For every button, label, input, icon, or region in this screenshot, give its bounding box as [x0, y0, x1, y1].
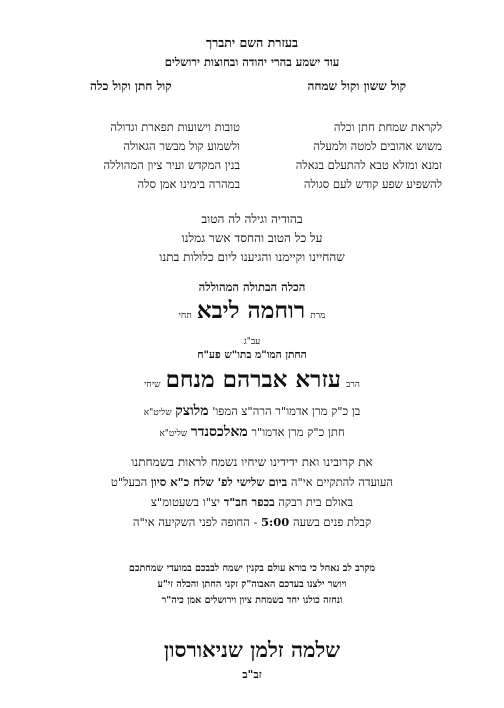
groom-title: החתן המו"מ בתו"ש פע"ח — [197, 349, 307, 361]
invitation-line — [0, 515, 504, 529]
groom-ligature: עב"ג — [243, 337, 261, 347]
lineage-suffix: שליט"א — [143, 408, 172, 418]
groom-name-line — [0, 365, 504, 395]
right-poem-column — [296, 118, 442, 194]
poem-line: ולשמוע קול מבשר הגאולה — [123, 139, 240, 153]
thanks-line: בהודיה וגילה לה הטוב — [201, 212, 303, 226]
bride-suffix: תחי — [178, 311, 192, 321]
lineage-name: מלוצק — [175, 403, 209, 419]
bride-name-line — [0, 296, 504, 326]
venue-location: בכפר חב"ד — [223, 495, 275, 509]
bride-title: הכלה הבתולה המהוללה — [198, 280, 306, 294]
signature-suffix: זב"ב — [242, 668, 262, 681]
lineage-name: מאלכסנדר — [190, 424, 248, 440]
bride-name: רוחמה ליבא — [196, 297, 306, 324]
right-column-title: קול ששון וקול שמחה — [307, 79, 406, 93]
left-column-title: קול חתן וקול כלה — [90, 79, 172, 93]
poem-line: במהרה בימינו אמן סלה — [137, 177, 240, 191]
lineage-suffix: שליט"א — [159, 429, 188, 439]
reception-pre: קבלת פנים בשעה — [292, 515, 372, 529]
reception-suffix: - החופה לפני השקיעה אי"ה — [132, 515, 258, 529]
reception-time: 5:00 — [261, 515, 290, 529]
closing-line: ונחזה כולנו יחד בשמחת ציון וירושלים אמן כיה"ר — [161, 595, 343, 606]
left-poem-column — [40, 118, 240, 194]
bride-prefix: מרת — [310, 311, 326, 321]
thanks-line: על כל הטוב והחסד אשר גמלנו — [181, 231, 323, 245]
venue-suffix: יצ"ו בשעטומ"צ — [150, 495, 221, 509]
poem-line: טובות וישועות תפארת וגדולה — [110, 120, 240, 134]
groom-lineage-1 — [0, 403, 504, 420]
lineage-pre: בן כ"ק מרן אדמו"ר הרה"צ המפו' — [212, 404, 361, 418]
groom-suffix: שיחי — [144, 380, 161, 390]
invitation-line — [0, 495, 504, 509]
poem-line: להשפיע שפע קודש לעם סגולה — [303, 177, 442, 191]
invitation-suffix: הבעל"ט — [110, 475, 148, 489]
event-date: ביום שלישי לפ' שלח כ"א סיון — [150, 475, 288, 489]
verse-header: עוד ישמע בהרי יהודה ובחוצות ירושלים — [164, 55, 340, 69]
thanks-line: שהחיינו וקיימנו והגיענו ליום כלולות בתנו — [159, 250, 345, 264]
poem-line: לקראת שמחת חתן וכלה — [333, 120, 442, 134]
closing-line: מקרב לב נאחל כי בורא עולם בקנין ישמח לבבכם במועדי שמחתכם — [128, 563, 376, 574]
groom-lineage-2 — [0, 424, 504, 441]
poem-line: בנין המקדש ועיר ציון המהוללה — [103, 158, 240, 172]
invitation-line — [0, 475, 504, 489]
groom-name: עזרא אברהם מנחם — [165, 366, 341, 393]
invitation-line: את קרובינו ואת ידידינו שיחיו נשמח לראות בשמחתנו — [131, 455, 373, 469]
blessing-header: בעזרת השם יתברך — [205, 35, 299, 50]
poem-line: זמנא ומזלא טבא להתעלם בגאלה — [295, 158, 442, 172]
signature-name: שלמה זלמן שניאורסון — [163, 637, 341, 662]
closing-line: ויושר ילצנו בעדכם האבוה"ק זקני החתן והכלה זי"ע — [157, 579, 347, 590]
invitation-pre: העועדה להתקיים אי"ה — [290, 475, 394, 489]
poem-line: משוש אהובים למטה ולמעלה — [313, 139, 442, 153]
lineage-pre: חתן כ"ק מרן אדמו"ר — [251, 425, 345, 439]
venue-pre: באולם בית רבקה — [278, 495, 354, 509]
groom-prefix: הרב — [346, 380, 360, 390]
